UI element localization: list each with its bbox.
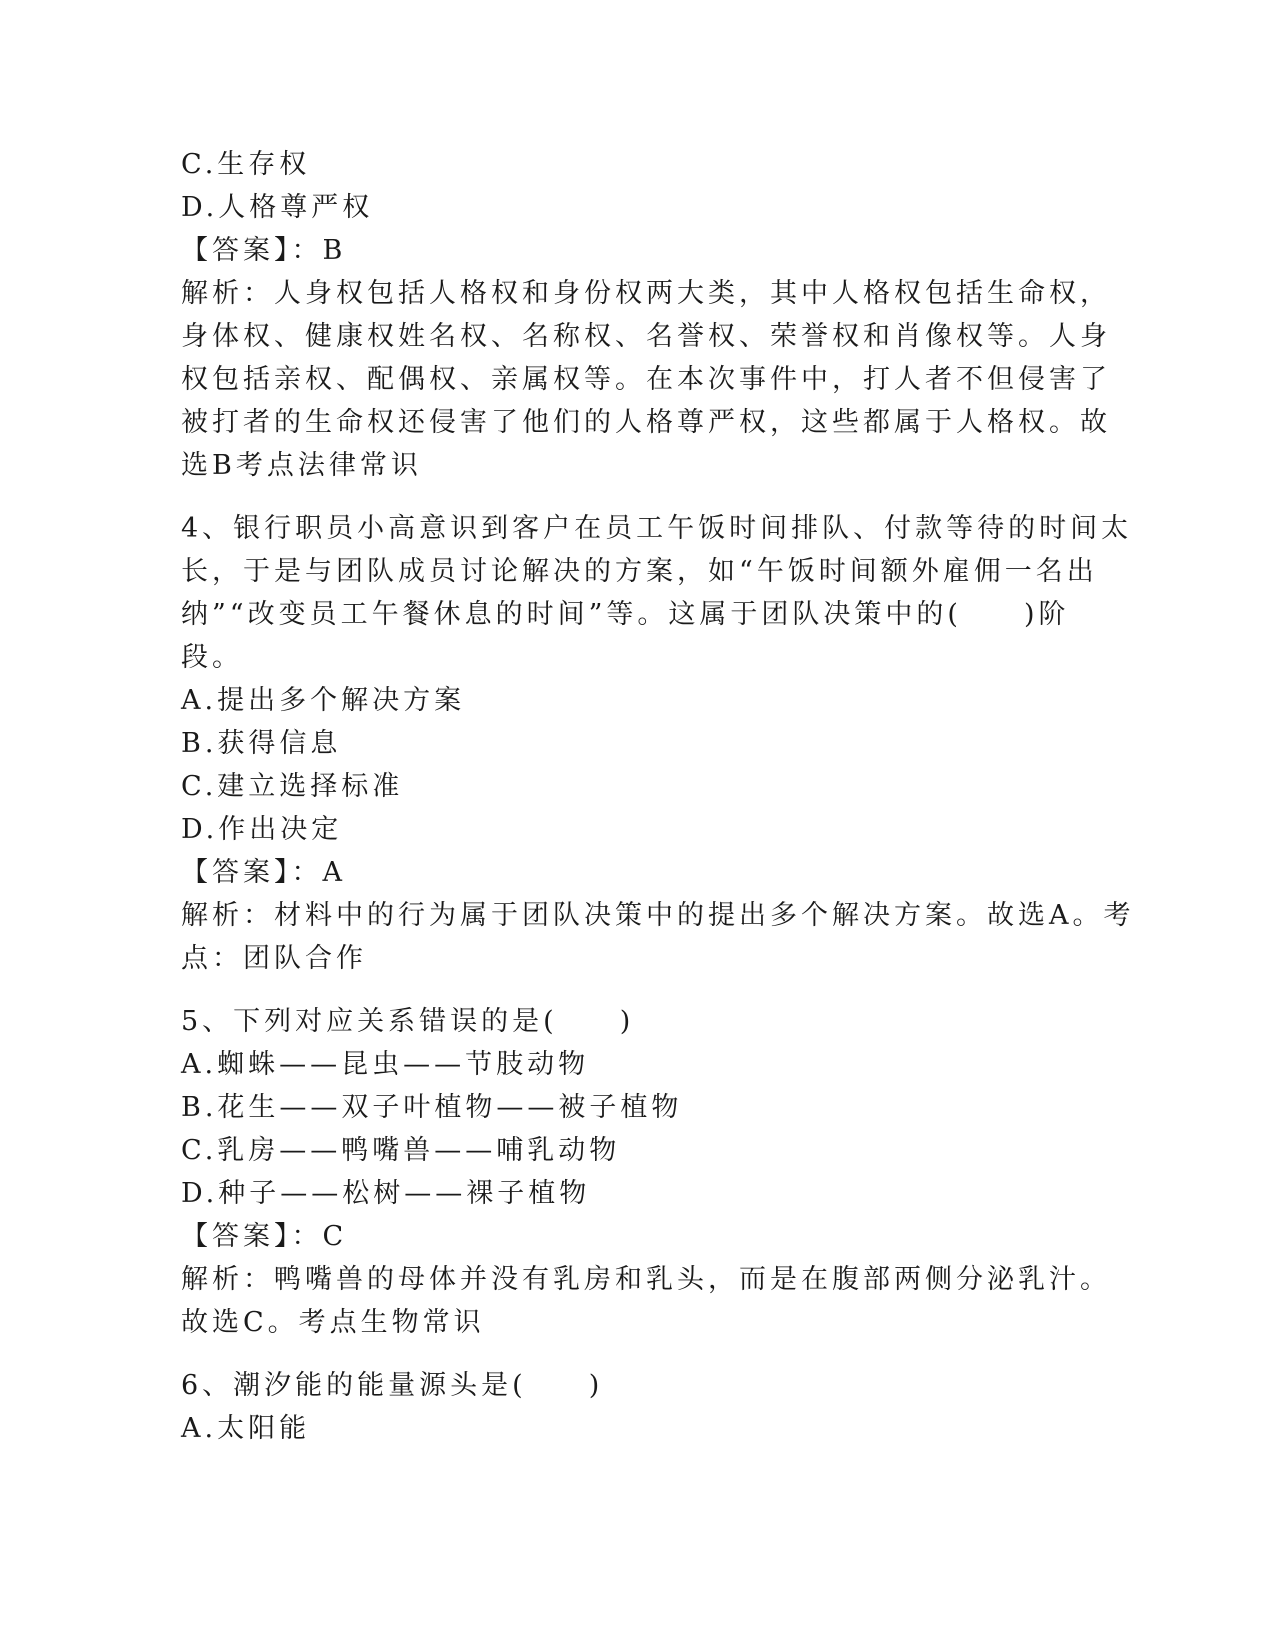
question-3-tail [181, 143, 1111, 487]
analysis-line: 点：团队合作 [181, 943, 367, 974]
question-4 [181, 507, 1135, 980]
analysis-line: 故选C。考点生物常识 [181, 1307, 485, 1338]
question-stem: 4、银行职员小高意识到客户在员工午饭时间排队、付款等待的时间太 [181, 513, 1133, 544]
analysis-line: 身体权、健康权姓名权、名称权、名誉权、荣誉权和肖像权等。人身 [181, 321, 1111, 352]
question-6 [181, 1364, 1081, 1450]
analysis-line: 解析：鸭嘴兽的母体并没有乳房和乳头，而是在腹部两侧分泌乳汁。 [181, 1264, 1111, 1295]
option-a: A.提出多个解决方案 [181, 685, 466, 716]
option-a: A.太阳能 [181, 1413, 311, 1444]
question-5 [181, 1000, 1111, 1344]
option-b: B.获得信息 [181, 728, 342, 759]
document-page [181, 143, 1135, 1450]
question-stem: 段。 [181, 642, 243, 673]
option-d: D.种子——松树——裸子植物 [181, 1178, 591, 1209]
option-a: A.蜘蛛——昆虫——节肢动物 [181, 1049, 590, 1080]
answer-line: 【答案】：C [181, 1221, 348, 1252]
option-d: D.作出决定 [181, 814, 343, 845]
analysis-line: 解析：人身权包括人格权和身份权两大类，其中人格权包括生命权， [181, 278, 1111, 309]
option-c: C.建立选择标准 [181, 771, 404, 802]
answer-line: 【答案】：B [181, 235, 347, 266]
question-stem: 5、下列对应关系错误的是( ) [181, 1006, 635, 1037]
option-c: C.生存权 [181, 149, 311, 180]
question-stem: 纳”“改变员工午餐休息的时间”等。这属于团队决策中的( )阶 [181, 599, 1070, 630]
analysis-line: 选B考点法律常识 [181, 450, 422, 481]
option-b: B.花生——双子叶植物——被子植物 [181, 1092, 683, 1123]
option-d: D.人格尊严权 [181, 192, 374, 223]
analysis-line: 被打者的生命权还侵害了他们的人格尊严权，这些都属于人格权。故 [181, 407, 1111, 438]
analysis-line: 解析：材料中的行为属于团队决策中的提出多个解决方案。故选A。考 [181, 900, 1135, 931]
question-stem: 长，于是与团队成员讨论解决的方案，如“午饭时间额外雇佣一名出 [181, 556, 1098, 587]
question-stem: 6、潮汐能的能量源头是( ) [181, 1370, 604, 1401]
analysis-line: 权包括亲权、配偶权、亲属权等。在本次事件中，打人者不但侵害了 [181, 364, 1111, 395]
answer-line: 【答案】：A [181, 857, 346, 888]
option-c: C.乳房——鸭嘴兽——哺乳动物 [181, 1135, 621, 1166]
